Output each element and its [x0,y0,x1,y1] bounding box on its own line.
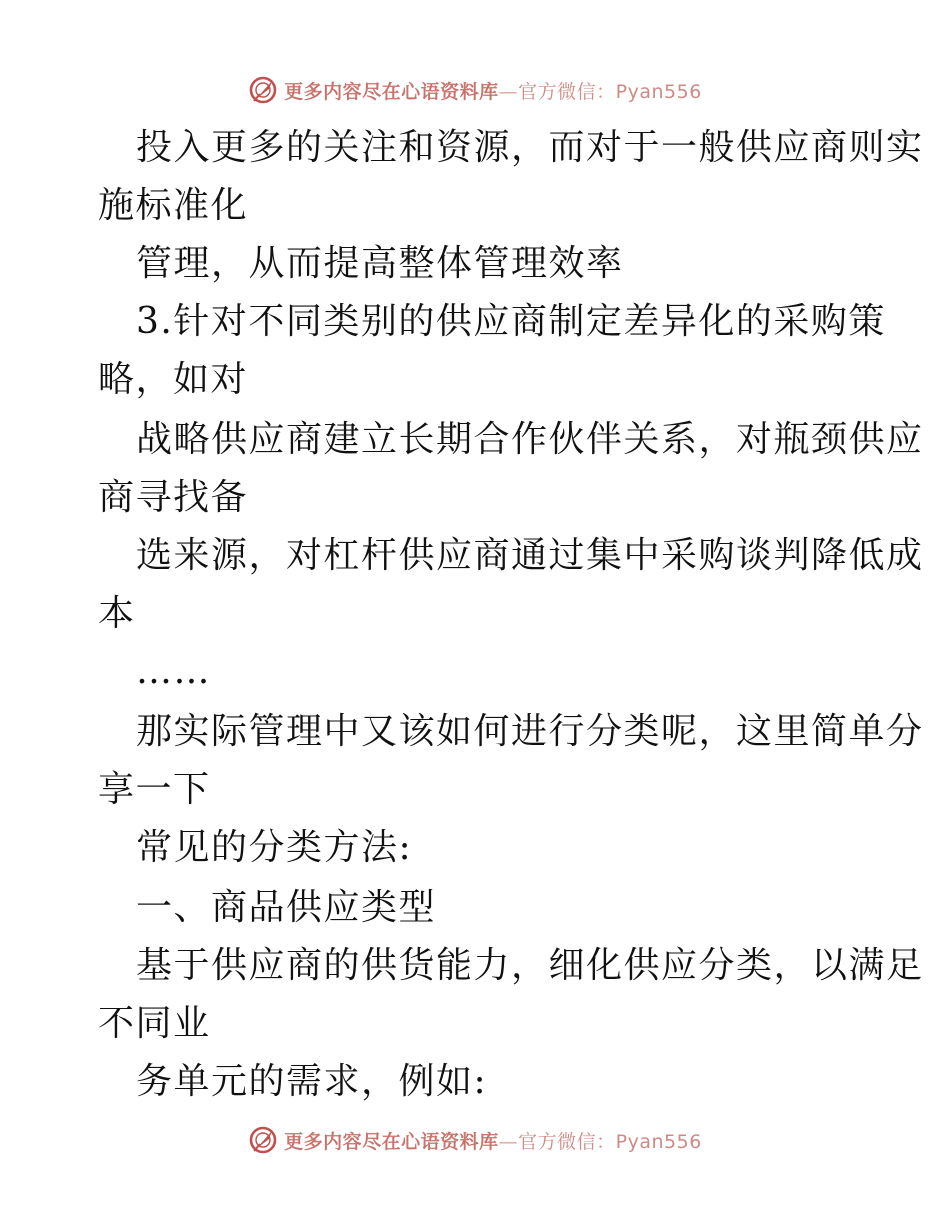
footer-watermark [0,1122,950,1158]
quill-pen-seal-icon [248,75,278,105]
header-watermark-text [284,77,702,104]
quill-pen-seal-icon [248,1125,278,1155]
header-watermark [0,72,950,108]
text-line: 那实际管理中又该如何进行分类呢，这里简单分 [136,711,924,752]
text-line: 3.针对不同类别的供应商制定差异化的采购策 [136,301,886,342]
header-watermark-main: 更多内容尽在心语资料库 [284,80,499,103]
text-line: 选来源，对杠杆供应商通过集中采购谈判降低成 [136,535,924,576]
text-line: 本 [98,593,136,634]
text-line: 商寻找备 [98,477,249,518]
text-line: 施标准化 [98,185,249,226]
footer-watermark-main: 更多内容尽在心语资料库 [284,1130,499,1153]
header-watermark-wechat: 官方微信：Pyan556 [518,80,702,103]
footer-watermark-text [284,1127,702,1154]
text-line: 常见的分类方法: [136,827,413,868]
text-line: 务单元的需求，例如: [136,1061,488,1102]
text-line: 不同业 [98,1003,211,1044]
text-line: 略，如对 [98,359,249,400]
text-line: 管理，从而提高整体管理效率 [136,243,624,284]
text-line: 一、商品供应类型 [136,887,437,928]
footer-watermark-wechat: 官方微信：Pyan556 [518,1130,702,1153]
text-line: 享一下 [98,769,211,810]
header-watermark-dash: — [498,80,519,103]
footer-watermark-dash: — [498,1130,519,1153]
text-line: 基于供应商的供货能力，细化供应分类，以满足 [136,945,924,986]
text-line: 投入更多的关注和资源，而对于一般供应商则实 [136,127,924,168]
text-line: …… [136,651,211,692]
text-line: 战略供应商建立长期合作伙伴关系，对瓶颈供应 [136,419,924,460]
